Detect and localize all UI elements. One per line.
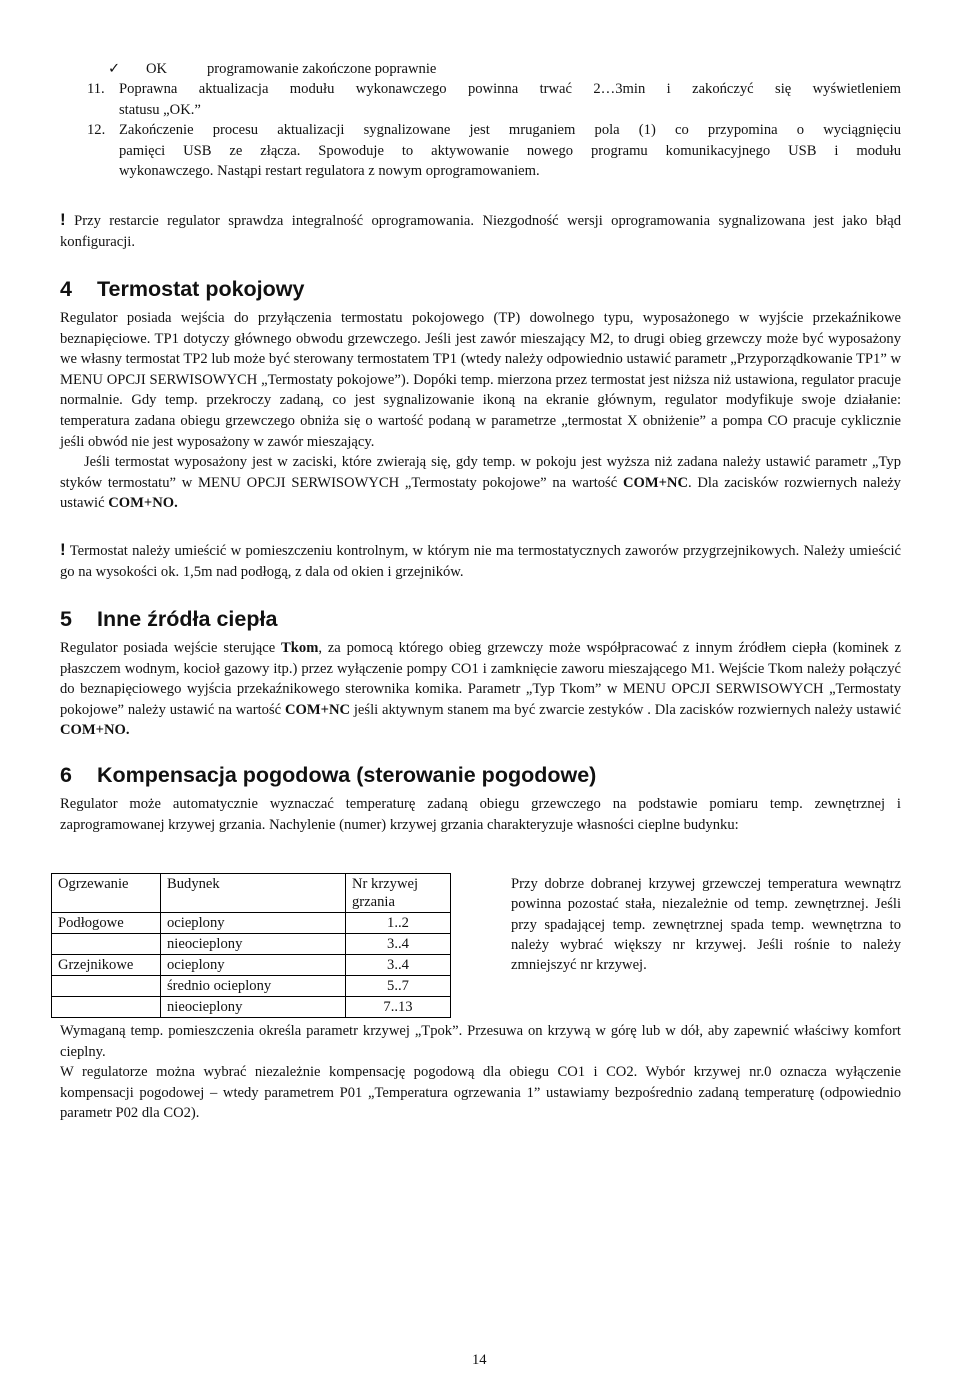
section-6-intro: Regulator może automatycznie wyznaczać temperaturę zadaną obiegu grzewczego na podstawie pomiaru temp. zewnętrznej i zaprogramowanej krzywej grzania. Nachylenie (numer) krzywej grzania charakteryzuje własności cieplne budynku:: [60, 796, 901, 833]
ok-text: programowanie zakończone poprawnie: [207, 61, 437, 77]
table-row: Podłogowe ocieplony 1..2: [52, 913, 451, 934]
table-row: Grzejnikowe ocieplony 3..4: [52, 955, 451, 976]
restart-warning: ! Przy restarcie regulator sprawdza integralność oprogramowania. Niezgodność wersji oprogramowania sygnalizowana jest jako błąd konfiguracji.: [60, 210, 901, 250]
section-5-heading: 5 Inne źródła ciepła: [60, 607, 278, 631]
heating-curve-table: [51, 873, 451, 1018]
table-header-row: Ogrzewanie Budynek Nr krzywej grzania: [52, 874, 451, 913]
table-row: nieocieplony 3..4: [52, 934, 451, 955]
ok-status-line: [108, 59, 436, 80]
section-4-body: Regulator posiada wejścia do przyłączenia termostatu pokojowego (TP) dowolnego typu, wyposażonego w wyjście przekaźnikowe beznapięciowe. TP1 dotyczy głównego obwodu grzewczego. Jeśli jest zawór mieszający M2, to drugi obieg grzewczy może być wyposażony we własny termostat TP2 lub może być sterowany termostatem TP1 (wtedy należy odpowiednio ustawić parametr „Przyporządkowanie TP1” w MENU OPCJI SERWISOWYCH „Termostaty pokojowe”). Dopóki temp. mierzona przez termostat jest niższa niż ustawiona, regulator pracuje normalnie. Gdy temp. przekroczy zadaną, co jest sygnalizowanie ikoną na ekranie głównym, regulator modyfikuje swoje działanie: temperatura zadana obiegu grzewczego obniża się o wartość podaną w parametrze „termostat X obniżenie” a pompa CO pracuje cyklicznie jeśli obwód nie jest wyposażony w zawór mieszający. Jeśli termostat wyposażony jest w zaciski, które zwierają się, gdy temp. w pokoju jest wyższa niż zadana należy ustawić parametr „Typ styków termostatu” w MENU OPCJI SERWISOWYCH „Termostaty pokojowe” na wartość COM+NC. Dla zacisków rozwiernych należy ustawić COM+NO.: [60, 310, 901, 512]
section-6-heading: 6 Kompensacja pogodowa (sterowanie pogodowe): [60, 763, 597, 787]
section-6-body: Wymaganą temp. pomieszczenia określa parametr krzywej „Tpok”. Przesuwa on krzywą w górę lub w dół, aby zapewnić właściwy komfort cieplny. W regulatorze można wybrać niezależnie kompensację pogodową dla obiegu CO1 i CO2. Wybór krzywej nr.0 oznacza wyłączenie kompensacji pogodowej – wtedy parametrem P01 „Temperatura ogrzewania 1” ustawiamy bezpośrednio zadaną temperaturę (odpowiednio parametr P02 dla CO2).: [60, 1023, 901, 1122]
thermostat-warning: ! Termostat należy umieścić w pomieszczeniu kontrolnym, w którym nie ma termostatycznych zaworów przygrzejnikowych. Należy umieścić go na wysokości ok. 1,5m nad podłogą, z dala od okien i grzejników.: [60, 540, 902, 580]
section-4-heading: 4 Termostat pokojowy: [60, 277, 305, 301]
item-11-number: 11.: [87, 81, 105, 97]
table-row: nieocieplony 7..13: [52, 997, 451, 1018]
section-5-body: Regulator posiada wejście sterujące Tkom, za pomocą którego obieg grzewczy może współpracować z innym źródłem ciepła (kominek z płaszczem wodnym, kocioł gazowy itp.) przez wyłączenie pompy CO1 i zamknięcie zaworu mieszającego M1. Wejście Tkom należy połączyć do beznapięciowego wyjścia przekaźnikowego sterownika komika. Parametr „Typ Tkom” w MENU OPCJI SERWISOWYCH „Termostaty pokojowe” należy ustawić na wartość COM+NC jeśli aktywnym stanem ma być zwarcie zestyków . Dla zacisków rozwiernych należy ustawić COM+NO.: [60, 640, 901, 739]
item-11-text: Poprawna aktualizacja modułu wykonawczego powinna trwać 2…3min i zakończyć się wyświetleniem statusu „OK.”: [119, 81, 901, 118]
item-12-number: 12.: [87, 122, 106, 138]
heating-curve-note: Przy dobrze dobranej krzywej grzewczej temperatura wewnątrz powinna pozostać stała, niezależnie od temp. zewnętrznej. Jeśli przy spadającej temp. zewnętrznej spada temp. wewnętrzna to należy wybrać większy nr krzywej. Jeśli rośnie to należy zmniejszyć nr krzywej.: [511, 876, 901, 974]
table-row: średnio ocieplony 5..7: [52, 976, 451, 997]
checkmark-icon: ✓: [108, 61, 121, 77]
item-12-text: Zakończenie procesu aktualizacji sygnalizowane jest mruganiem pola (1) co przypomina o wyciągnięciu pamięci USB ze złącza. Spowoduje to aktywowanie nowego programu komunikacyjnego USB i modułu wykonawczego. Nastąpi restart regulatora z nowym oprogramowaniem.: [119, 122, 901, 180]
page-number: 14: [472, 1352, 487, 1368]
warning-icon: !: [60, 210, 66, 229]
warning-icon: !: [60, 540, 66, 559]
ok-label: OK: [146, 61, 168, 77]
